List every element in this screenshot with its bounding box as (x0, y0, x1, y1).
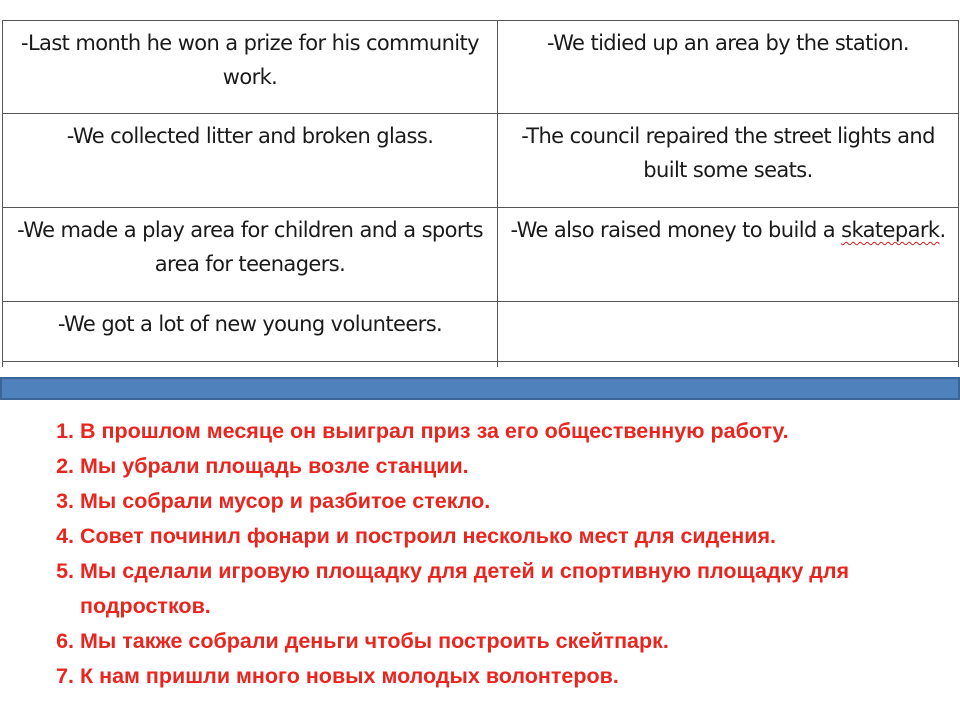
list-item: 7. К нам пришли много новых молодых волонтеров. (80, 659, 960, 694)
table-cell: -We got a lot of new young volunteers. (3, 302, 498, 362)
sentence-table (2, 20, 959, 367)
list-item: 3. Мы собрали мусор и разбитое стекло. (80, 484, 960, 519)
table-row (3, 114, 959, 208)
table-cell (498, 208, 959, 302)
list-item: 2. Мы убрали площадь возле станции. (80, 449, 960, 484)
list-item: 1. В прошлом месяце он выиграл приз за его общественную работу. (80, 414, 960, 449)
table-cell-empty (498, 302, 959, 362)
cell-text: -We also raised money to build a (510, 218, 842, 242)
table-row-empty (3, 362, 959, 368)
sentence-table-container (2, 20, 959, 367)
table-cell-empty (498, 362, 959, 368)
table-row (3, 208, 959, 302)
table-row (3, 302, 959, 362)
table-cell: -We collected litter and broken glass. (3, 114, 498, 208)
cell-text: . (939, 218, 946, 242)
table-cell: -We tidied up an area by the station. (498, 21, 959, 114)
section-divider-bar (0, 377, 960, 400)
spellcheck-flagged-word: skatepark (841, 218, 940, 242)
table-cell-empty (3, 362, 498, 368)
table-cell: -Last month he won a prize for his community work. (3, 21, 498, 114)
list-item: 5. Мы сделали игровую площадку для детей и спортивную площадку для подростков. (80, 554, 960, 624)
table-cell: -The council repaired the street lights and built some seats. (498, 114, 959, 208)
list-item: 4. Совет починил фонари и построил несколько мест для сидения. (80, 519, 960, 554)
table-cell: -We made a play area for children and a sports area for teenagers. (3, 208, 498, 302)
list-item: 6. Мы также собрали деньги чтобы построить скейтпарк. (80, 624, 960, 659)
translation-list (40, 414, 960, 694)
table-row (3, 21, 959, 114)
